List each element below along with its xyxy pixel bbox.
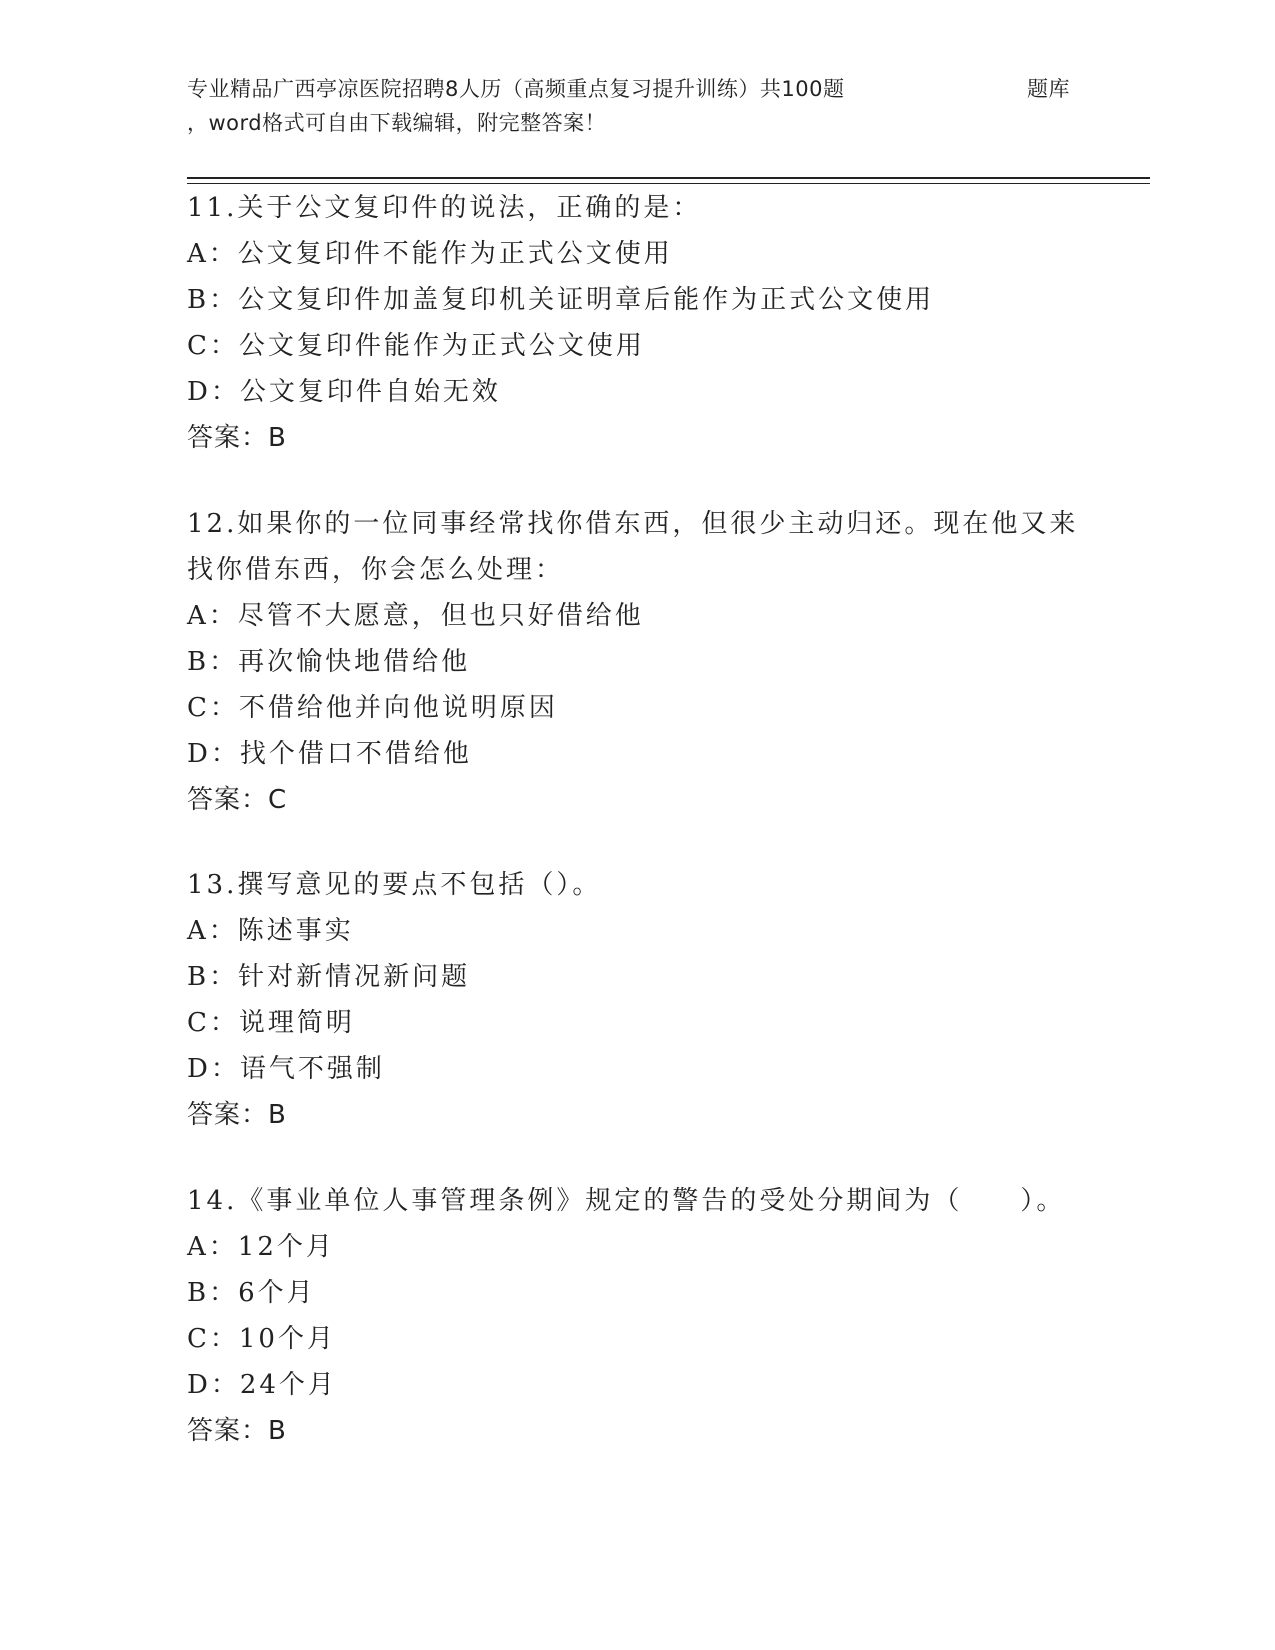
header-divider-thick (187, 177, 1150, 179)
question-stem-line-1: 12.如果你的一位同事经常找你借东西，但很少主动归还。现在他又来 (187, 509, 1079, 539)
option-d: D：语气不强制 (187, 1054, 385, 1084)
answer: 答案：C (187, 785, 288, 815)
answer: 答案：B (187, 1100, 287, 1130)
question-stem: 14.《事业单位人事管理条例》规定的警告的受处分期间为（ ）。 (187, 1186, 1066, 1216)
question-stem: 13.撰写意见的要点不包括（）。 (187, 870, 602, 900)
question-12 (187, 501, 1147, 823)
option-a: A：尽管不大愿意，但也只好借给他 (187, 601, 644, 631)
header-divider-thin (187, 183, 1150, 184)
header-line-2: ，word格式可自由下载编辑，附完整答案！ (187, 111, 607, 135)
header-line-1 (187, 72, 1087, 106)
answer: 答案：B (187, 1416, 287, 1446)
header-tag: 题库 (1027, 77, 1070, 101)
option-d: D：公文复印件自始无效 (187, 377, 501, 407)
option-b: B：再次愉快地借给他 (187, 647, 471, 677)
option-a: A：陈述事实 (187, 916, 354, 946)
option-b: B：6个月 (187, 1278, 316, 1308)
option-a: A：12个月 (187, 1232, 335, 1262)
question-stem-line-2: 找你借东西，你会怎么处理： (187, 555, 565, 585)
answer: 答案：B (187, 423, 287, 453)
question-stem: 11.关于公文复印件的说法，正确的是： (187, 193, 702, 223)
option-d: D：24个月 (187, 1370, 337, 1400)
question-13 (187, 862, 1147, 1138)
header-title: 专业精品广西亭凉医院招聘8人历（高频重点复习提升训练）共100题 (187, 77, 845, 101)
option-a: A：公文复印件不能作为正式公文使用 (187, 239, 673, 269)
option-c: C：不借给他并向他说明原因 (187, 693, 558, 723)
question-11 (187, 185, 1147, 461)
option-c: C：说理简明 (187, 1008, 355, 1038)
option-c: C：公文复印件能作为正式公文使用 (187, 331, 645, 361)
option-b: B：针对新情况新问题 (187, 962, 471, 992)
option-d: D：找个借口不借给他 (187, 739, 472, 769)
question-14 (187, 1178, 1147, 1454)
option-c: C：10个月 (187, 1324, 336, 1354)
page-header (187, 72, 1087, 140)
option-b: B：公文复印件加盖复印机关证明章后能作为正式公文使用 (187, 285, 935, 315)
